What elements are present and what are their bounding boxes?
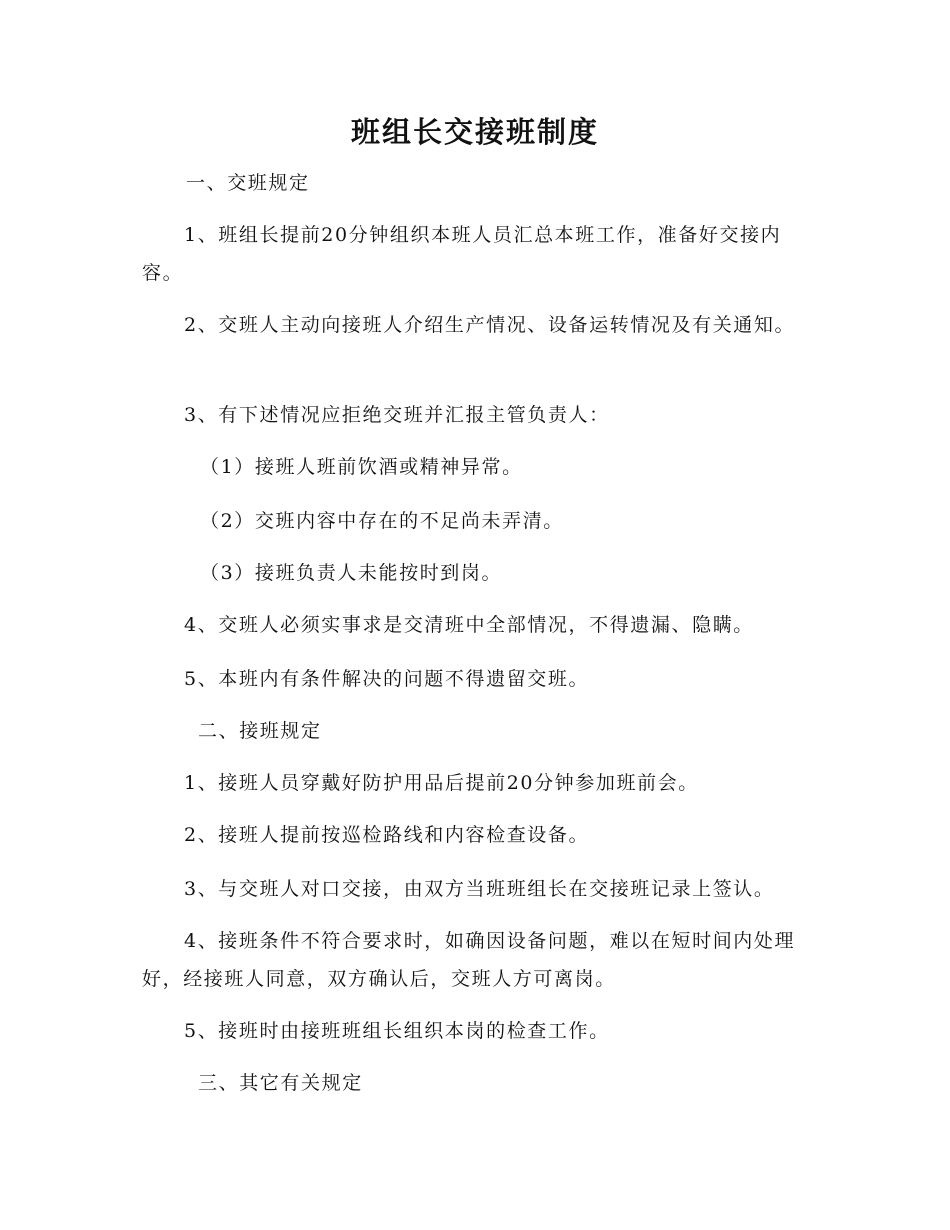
paragraph-item: 4、接班条件不符合要求时，如确因设备问题，难以在短时间内处理好，经接班人同意，双方确认后，交班人方可离岗。: [142, 930, 796, 990]
paragraph-item: 5、本班内有条件解决的问题不得遗留交班。: [184, 668, 590, 690]
paragraph-item: 4、交班人必须实事求是交清班中全部情况，不得遗漏、隐瞒。: [184, 614, 754, 636]
paragraph-item: 2、接班人提前按巡检路线和内容检查设备。: [184, 824, 590, 846]
paragraph-item: 3、有下述情况应拒绝交班并汇报主管负责人：: [184, 404, 610, 426]
section-heading-shift-handover: 一、交班规定: [186, 172, 310, 194]
section-heading-other-rules: 三、其它有关规定: [198, 1072, 363, 1094]
paragraph-item: 1、接班人员穿戴好防护用品后提前20分钟参加班前会。: [184, 772, 699, 794]
sub-item: （1）接班人班前饮酒或精神异常。: [200, 456, 523, 478]
section-heading-shift-takeover: 二、接班规定: [198, 720, 322, 742]
paragraph-item: 1、班组长提前20分钟组织本班人员汇总本班工作，准备好交接内容。: [142, 224, 782, 284]
paragraph-item: 5、接班时由接班班组长组织本岗的检查工作。: [184, 1020, 610, 1042]
document-title: 班组长交接班制度: [350, 115, 599, 149]
paragraph-item: 3、与交班人对口交接，由双方当班班组长在交接班记录上签认。: [184, 878, 775, 900]
sub-item: （3）接班负责人未能按时到岗。: [200, 562, 503, 584]
sub-item: （2）交班内容中存在的不足尚未弄清。: [200, 510, 564, 532]
paragraph-item: 2、交班人主动向接班人介绍生产情况、设备运转情况及有关通知。: [184, 314, 796, 336]
